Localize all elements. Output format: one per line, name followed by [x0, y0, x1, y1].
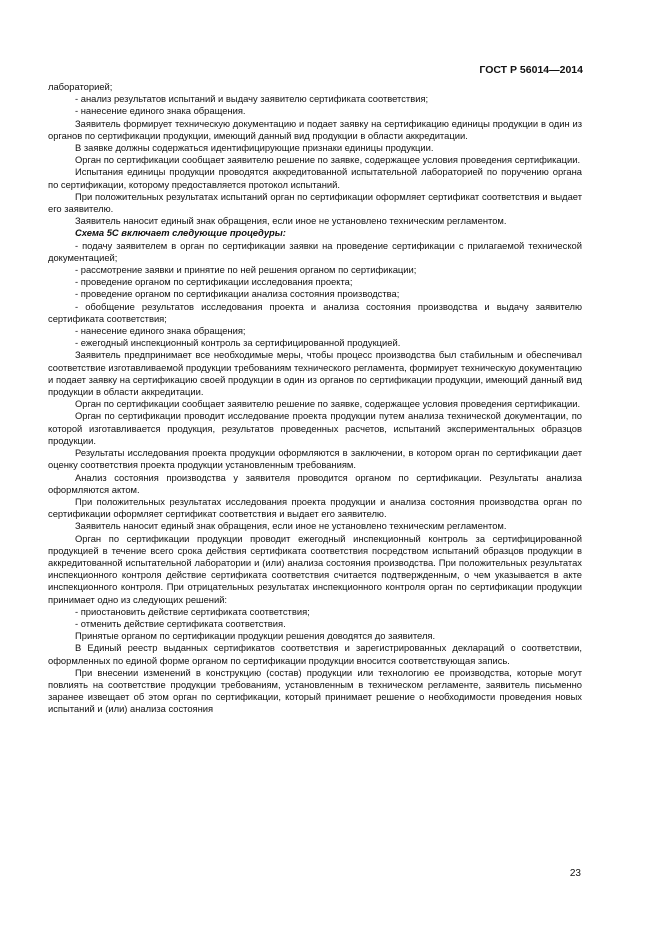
paragraph: - обобщение результатов исследования проекта и анализа состояния производства и выдачу заявителю сертификата соответствия; — [48, 300, 582, 324]
paragraph: Анализ состояния производства у заявителя проводится органом по сертификации. Результаты анализа оформляются актом. — [48, 471, 582, 495]
paragraph: Орган по сертификации продукции проводит ежегодный инспекционный контроль за сертифицированной продукцией в течение всего срока действия сертификата соответствия посредством испытаний образцов продукции в аккредитованной испытательной лаборатории и (или) анализа состояния производства. При положительных результатах инспекционного контроля действие сертификата соответствия считается подтвержденным, о чем указывается в акте инспекционного контроля. При отрицательных результатах инспекционного контроля орган по сертификации продукции принимает одно из следующих решений: — [48, 532, 582, 605]
paragraph: - приостановить действие сертификата соответствия; — [75, 605, 310, 617]
paragraph: Заявитель наносит единый знак обращения, если иное не установлено техническим регламентом. — [75, 215, 507, 227]
paragraph: В заявке должны содержаться идентифицирующие признаки единицы продукции. — [75, 142, 434, 154]
paragraph: - нанесение единого знака обращения; — [75, 325, 246, 337]
paragraph: - анализ результатов испытаний и выдачу заявителю сертификата соответствия; — [75, 93, 429, 105]
paragraph: - рассмотрение заявки и принятие по ней решения органом по сертификации; — [75, 264, 417, 276]
paragraph: Испытания единицы продукции проводятся аккредитованной испытательной лабораторией по поручению органа по сертификации, которому предоставляется протокол испытаний. — [48, 166, 582, 190]
paragraph: Результаты исследования проекта продукции оформляются в заключении, в котором орган по сертификации дает оценку соответствия проекта продукции установленным требованиям. — [48, 447, 582, 471]
paragraph: При положительных результатах исследования проекта продукции и анализа состояния производства орган по сертификации оформляет сертификат соответствия и выдает его заявителю. — [48, 495, 582, 520]
paragraph: При положительных результатах испытаний орган по сертификации оформляет сертификат соответствия и выдает его заявителю. — [48, 190, 582, 215]
paragraph: Орган по сертификации сообщает заявителю решение по заявке, содержащее условия проведения сертификации. — [75, 398, 581, 410]
document-code: ГОСТ Р 56014—2014 — [479, 64, 583, 76]
section-heading: Схема 5С включает следующие процедуры: — [75, 227, 286, 239]
paragraph: При внесении изменений в конструкцию (состав) продукции или технологию ее производства, которые могут повлиять на соответствие продукции требованиям, установленным в техническом регламенте, заявитель письменно заранее извещает об этом орган по сертификации, который принимает решение о необходимости проведения новых испытаний и (или) анализа состояния — [48, 666, 582, 715]
paragraph: Заявитель предпринимает все необходимые меры, чтобы процесс производства был стабильным и обеспечивал соответствие изготавливаемой продукции требованиям технического регламента, формирует техническую документацию и подает заявку на сертификацию своей продукции в один из органов по сертификации продукции, имеющий данный вид продукции в области аккредитации. — [48, 349, 582, 398]
paragraph: Орган по сертификации проводит исследование проекта продукции путем анализа технической документации, по которой изготавливается продукция, результатов проведенных расчетов, испытаний экспериментальных образцов продукции. — [48, 410, 582, 446]
paragraph: Принятые органом по сертификации продукции решения доводятся до заявителя. — [75, 630, 436, 642]
paragraph: - проведение органом по сертификации исследования проекта; — [75, 276, 353, 288]
body-text — [48, 81, 582, 716]
page-number: 23 — [569, 868, 581, 879]
paragraph: Орган по сертификации сообщает заявителю решение по заявке, содержащее условия проведения сертификации. — [75, 154, 581, 166]
paragraph: Заявитель наносит единый знак обращения, если иное не установлено техническим регламентом. — [75, 520, 507, 532]
paragraph: Заявитель формирует техническую документацию и подает заявку на сертификацию единицы продукции в один из органов по сертификации продукции, имеющий данный вид продукции в области аккредитации. — [48, 117, 582, 141]
paragraph: - нанесение единого знака обращения. — [75, 105, 246, 117]
paragraph: - ежегодный инспекционный контроль за сертифицированной продукцией. — [75, 337, 401, 349]
paragraph: - отменить действие сертификата соответствия. — [75, 617, 286, 629]
paragraph: - проведение органом по сертификации анализа состояния производства; — [75, 288, 400, 300]
paragraph: - подачу заявителем в орган по сертификации заявки на проведение сертификации с прилагаемой технической документацией; — [48, 239, 582, 263]
paragraph: лабораторией; — [48, 81, 113, 92]
paragraph: В Единый реестр выданных сертификатов соответствия и зарегистрированных деклараций о соответствии, оформленных по единой форме органом по сертификации продукции вносится соответствующая запись. — [48, 642, 582, 666]
